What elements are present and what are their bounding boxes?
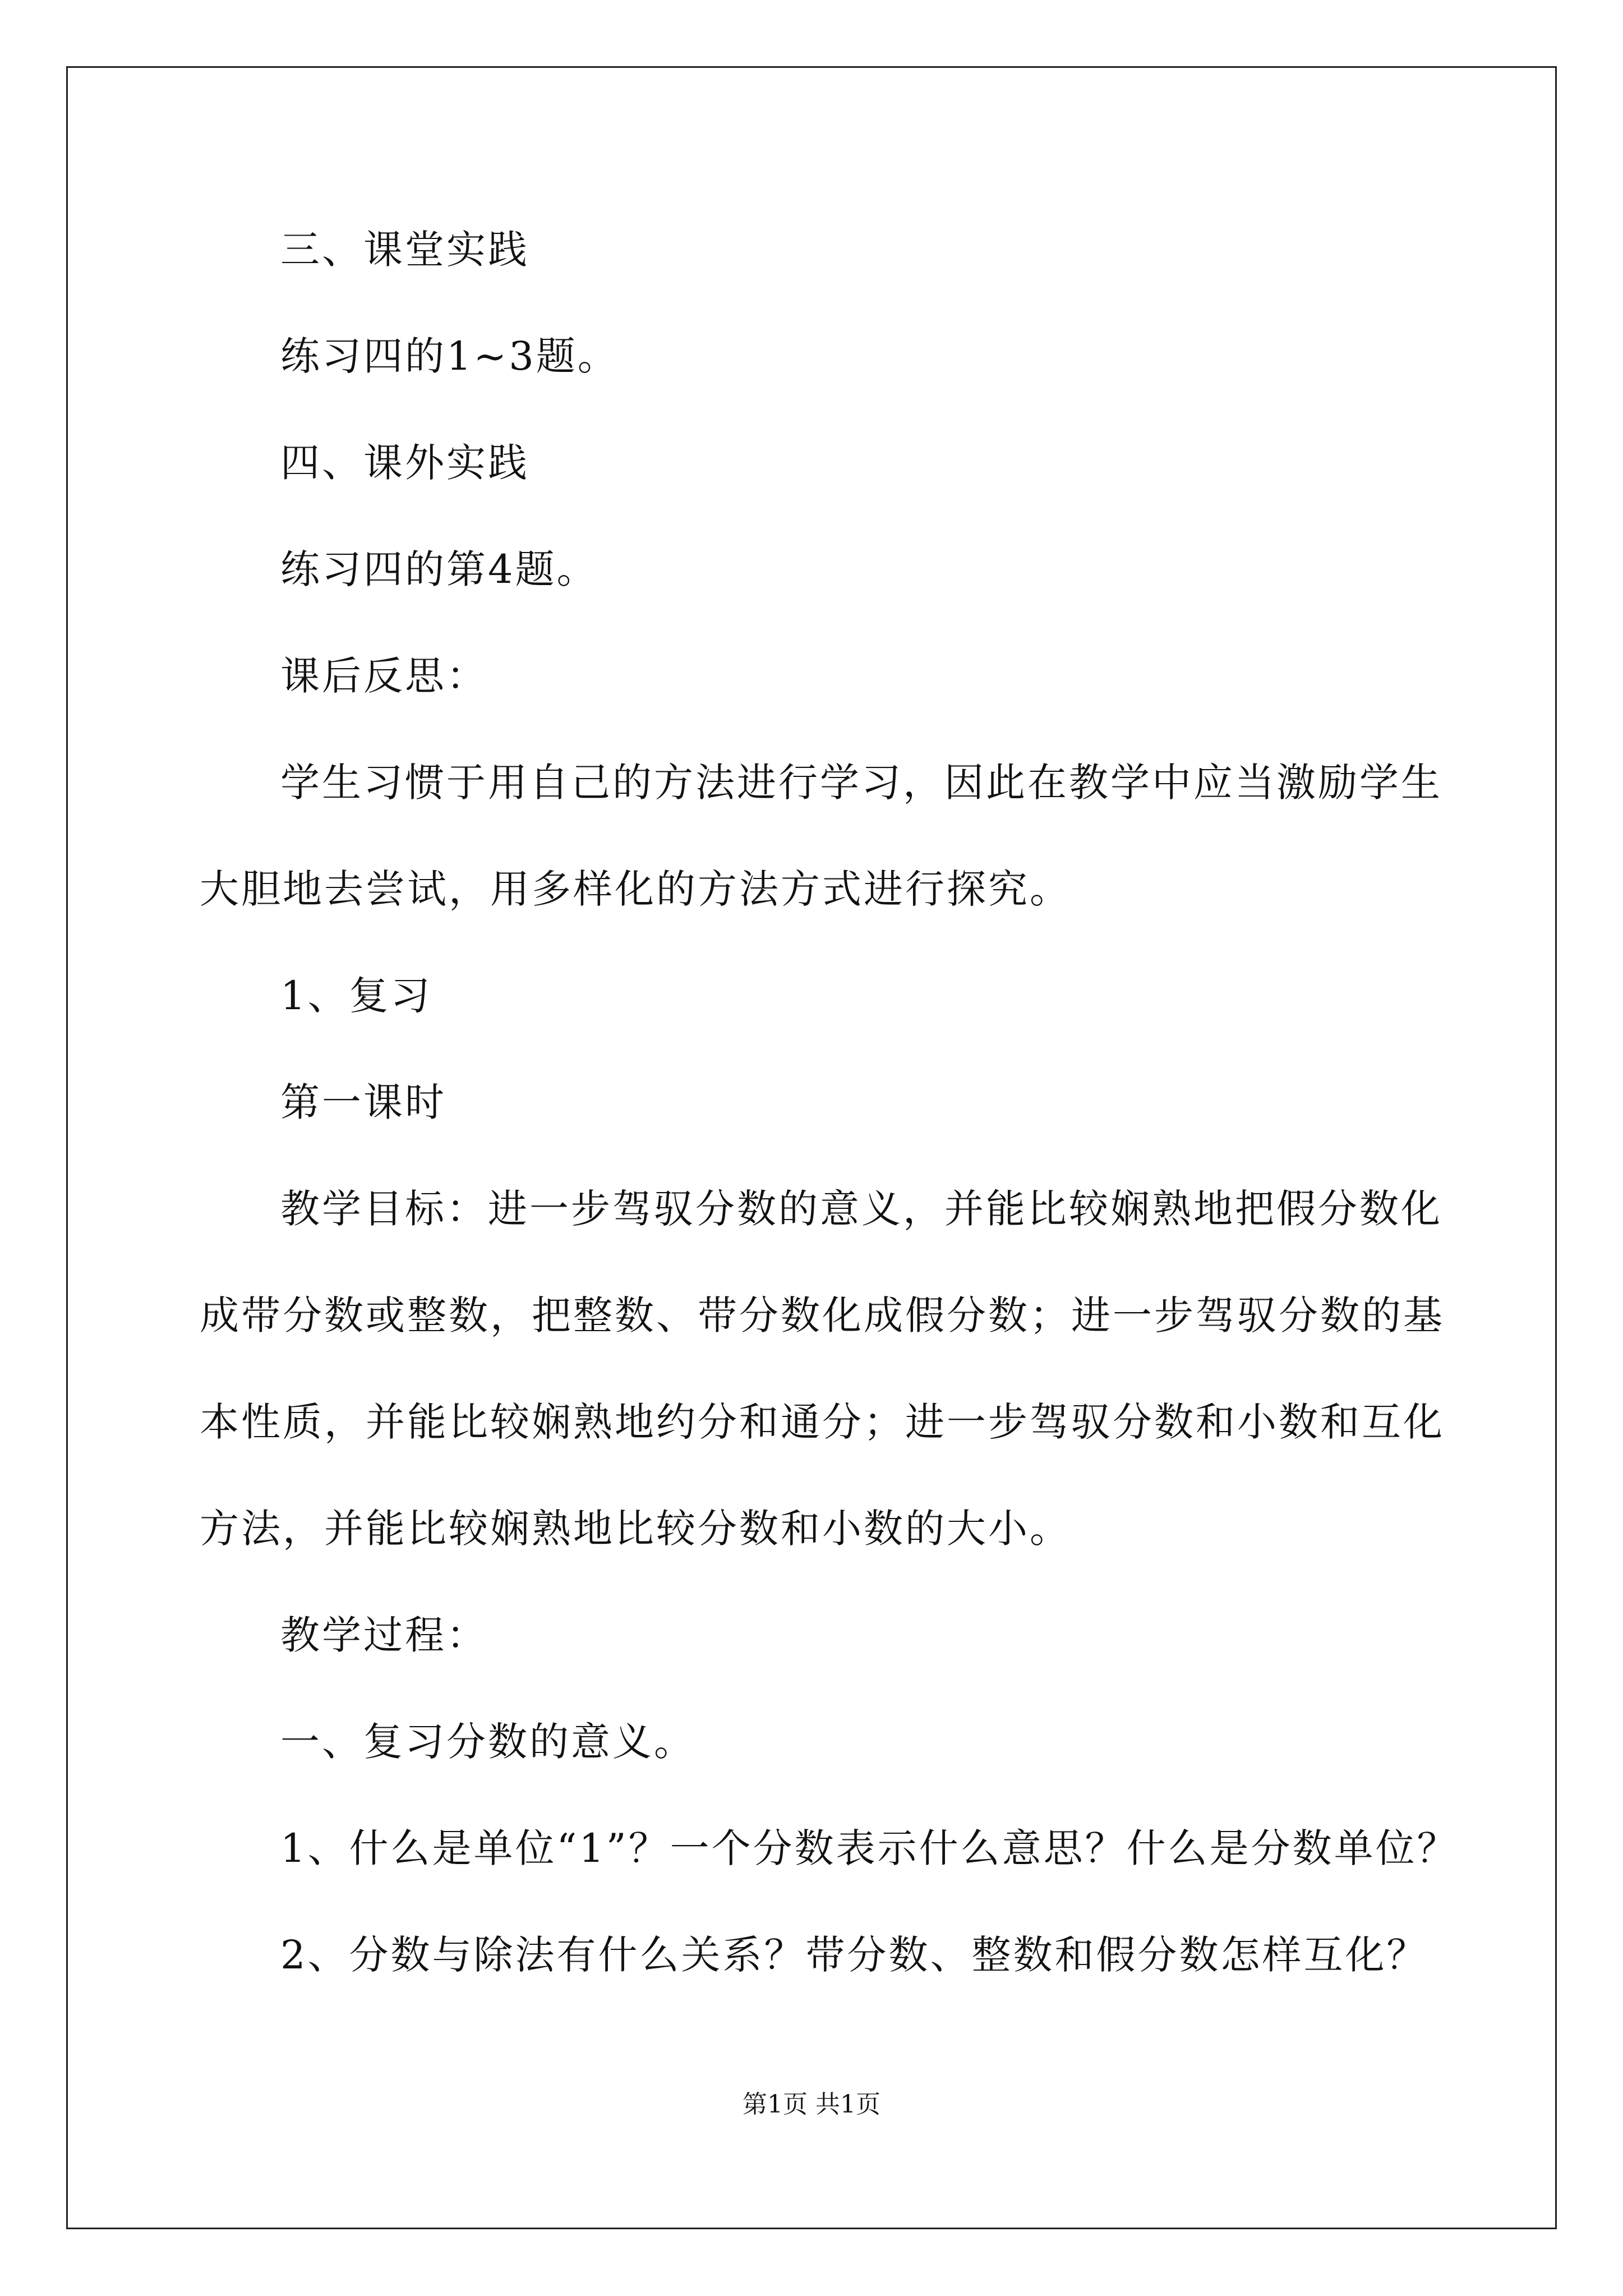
paragraph-reflection-line-2: 大胆地去尝试，用多样化的方法方式进行探究。 <box>200 866 1071 912</box>
page-border <box>66 66 1557 2229</box>
paragraph-objectives-line-3: 本性质，并能比较娴熟地约分和通分；进一步驾驭分数和小数和互化 <box>200 1399 1445 1445</box>
page-footer: 第1页 共1页 <box>743 2090 880 2119</box>
heading-review-fraction-meaning: 一、复习分数的意义。 <box>280 1719 695 1765</box>
question-1: 1、什么是单位“1”？一个分数表示什么意思？什么是分数单位？ <box>280 1825 1459 1871</box>
paragraph-reflection-line-1: 学生习惯于用自己的方法进行学习，因此在教学中应当激励学生 <box>280 760 1442 806</box>
heading-review: 1、复习 <box>280 973 432 1019</box>
heading-teaching-process: 教学过程： <box>280 1612 488 1658</box>
section-heading-classroom-practice: 三、课堂实践 <box>280 227 529 273</box>
paragraph-exercise-4: 练习四的第4题。 <box>280 546 598 592</box>
heading-reflection: 课后反思： <box>280 653 488 699</box>
paragraph-exercise-1-3: 练习四的1~3题。 <box>280 333 619 379</box>
heading-first-lesson: 第一课时 <box>280 1079 446 1125</box>
paragraph-objectives-line-4: 方法，并能比较娴熟地比较分数和小数的大小。 <box>200 1506 1071 1552</box>
paragraph-objectives-line-1: 教学目标：进一步驾驭分数的意义，并能比较娴熟地把假分数化 <box>280 1186 1442 1232</box>
section-heading-extracurricular-practice: 四、课外实践 <box>280 440 529 486</box>
question-2: 2、分数与除法有什么关系？带分数、整数和假分数怎样互化？ <box>280 1932 1428 1978</box>
paragraph-objectives-line-2: 成带分数或整数，把整数、带分数化成假分数；进一步驾驭分数的基 <box>200 1292 1445 1338</box>
